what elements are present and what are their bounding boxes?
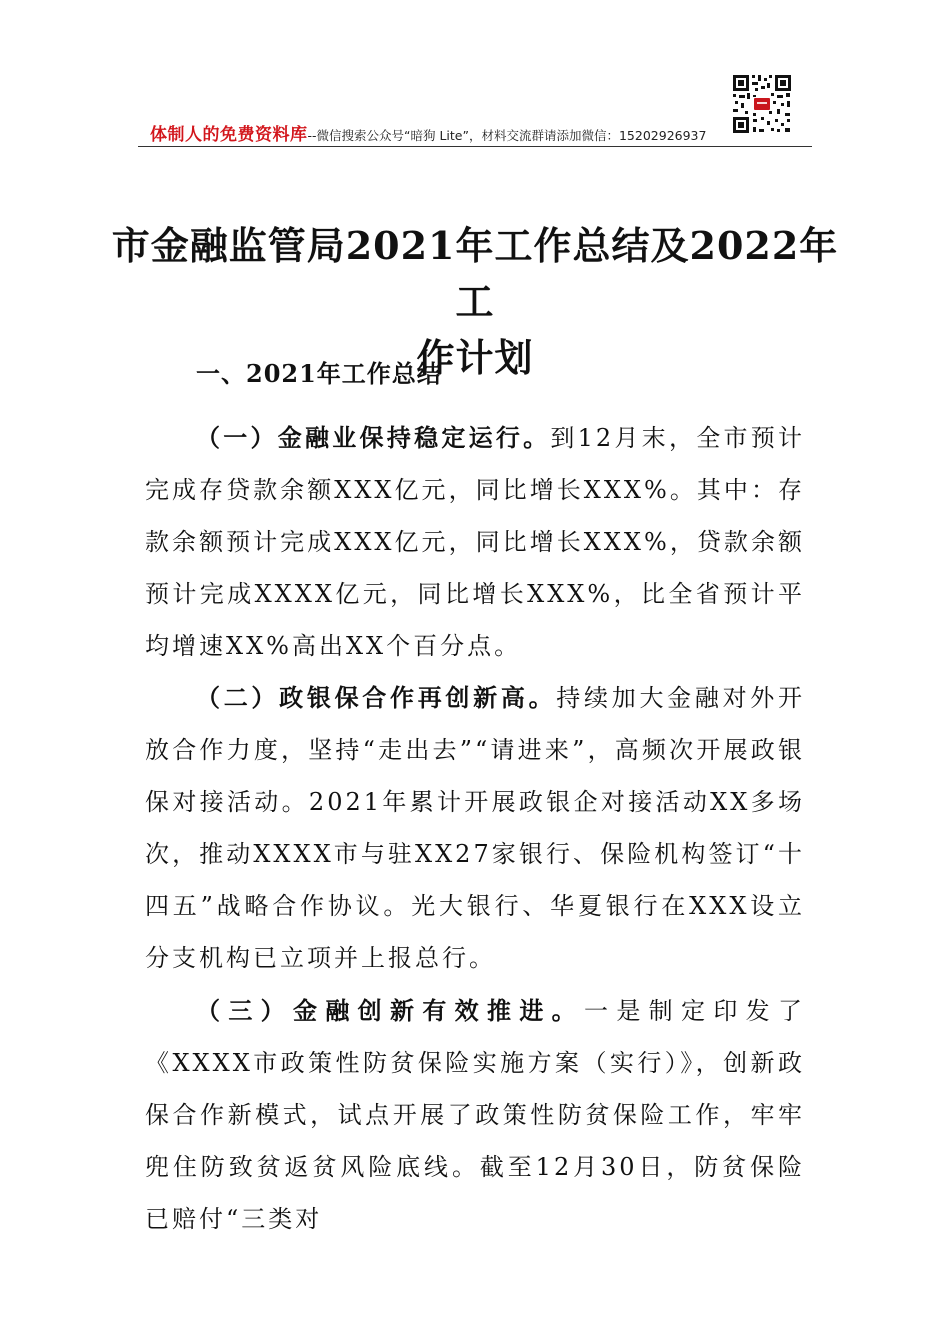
header-brand: 体制人的免费资料库: [150, 125, 308, 145]
title-line-2: 作计划: [416, 335, 534, 380]
qr-code-icon: [731, 73, 793, 135]
paragraph-3-lead: （三）金融创新有效推进。: [196, 996, 584, 1025]
paragraph-1: [145, 412, 805, 672]
paragraph-2-body: 持续加大金融对外开放合作力度，坚持“走出去”“请进来”，高频次开展政银保对接活动。2021年累计开展政银企对接活动XX多场次，推动XXXX市与驻XX27家银行、保险机构签订“十四五”战略合作协议。光大银行、华夏银行在XXX设立分支机构已立项并上报总行。: [145, 684, 806, 972]
header-text: [150, 120, 706, 145]
section-heading: 一、2021年工作总结: [196, 359, 442, 388]
paragraph-3: [145, 985, 805, 1245]
title-line-1: 市金融监管局2021年工作总结及2022年工: [111, 223, 839, 324]
paragraph-1-body: 到12月末，全市预计完成存贷款余额XXX亿元，同比增长XXX%。其中：存款余额预计完成XXX亿元，同比增长XXX%，贷款余额预计完成XXXX亿元，同比增长XXX%，比全省预计平均增速XX%高出XX个百分点。: [145, 424, 805, 660]
paragraph-2-lead: （二）政银保合作再创新高。: [196, 683, 557, 712]
paragraph-1-lead: （一）金融业保持稳定运行。: [196, 423, 551, 452]
header-info: --微信搜索公众号“暗狗 Lite”，材料交流群请添加微信：15202926937: [307, 128, 707, 143]
paragraph-2: [145, 672, 805, 984]
page-header: [138, 112, 812, 147]
paragraph-3-body: 一是制定印发了《XXXX市政策性防贫保险实施方案（实行）》，创新政保合作新模式，试点开展了政策性防贫保险工作，牢牢兜住防致贫返贫风险底线。截至12月30日，防贫保险已赔付“三类对: [145, 997, 805, 1233]
